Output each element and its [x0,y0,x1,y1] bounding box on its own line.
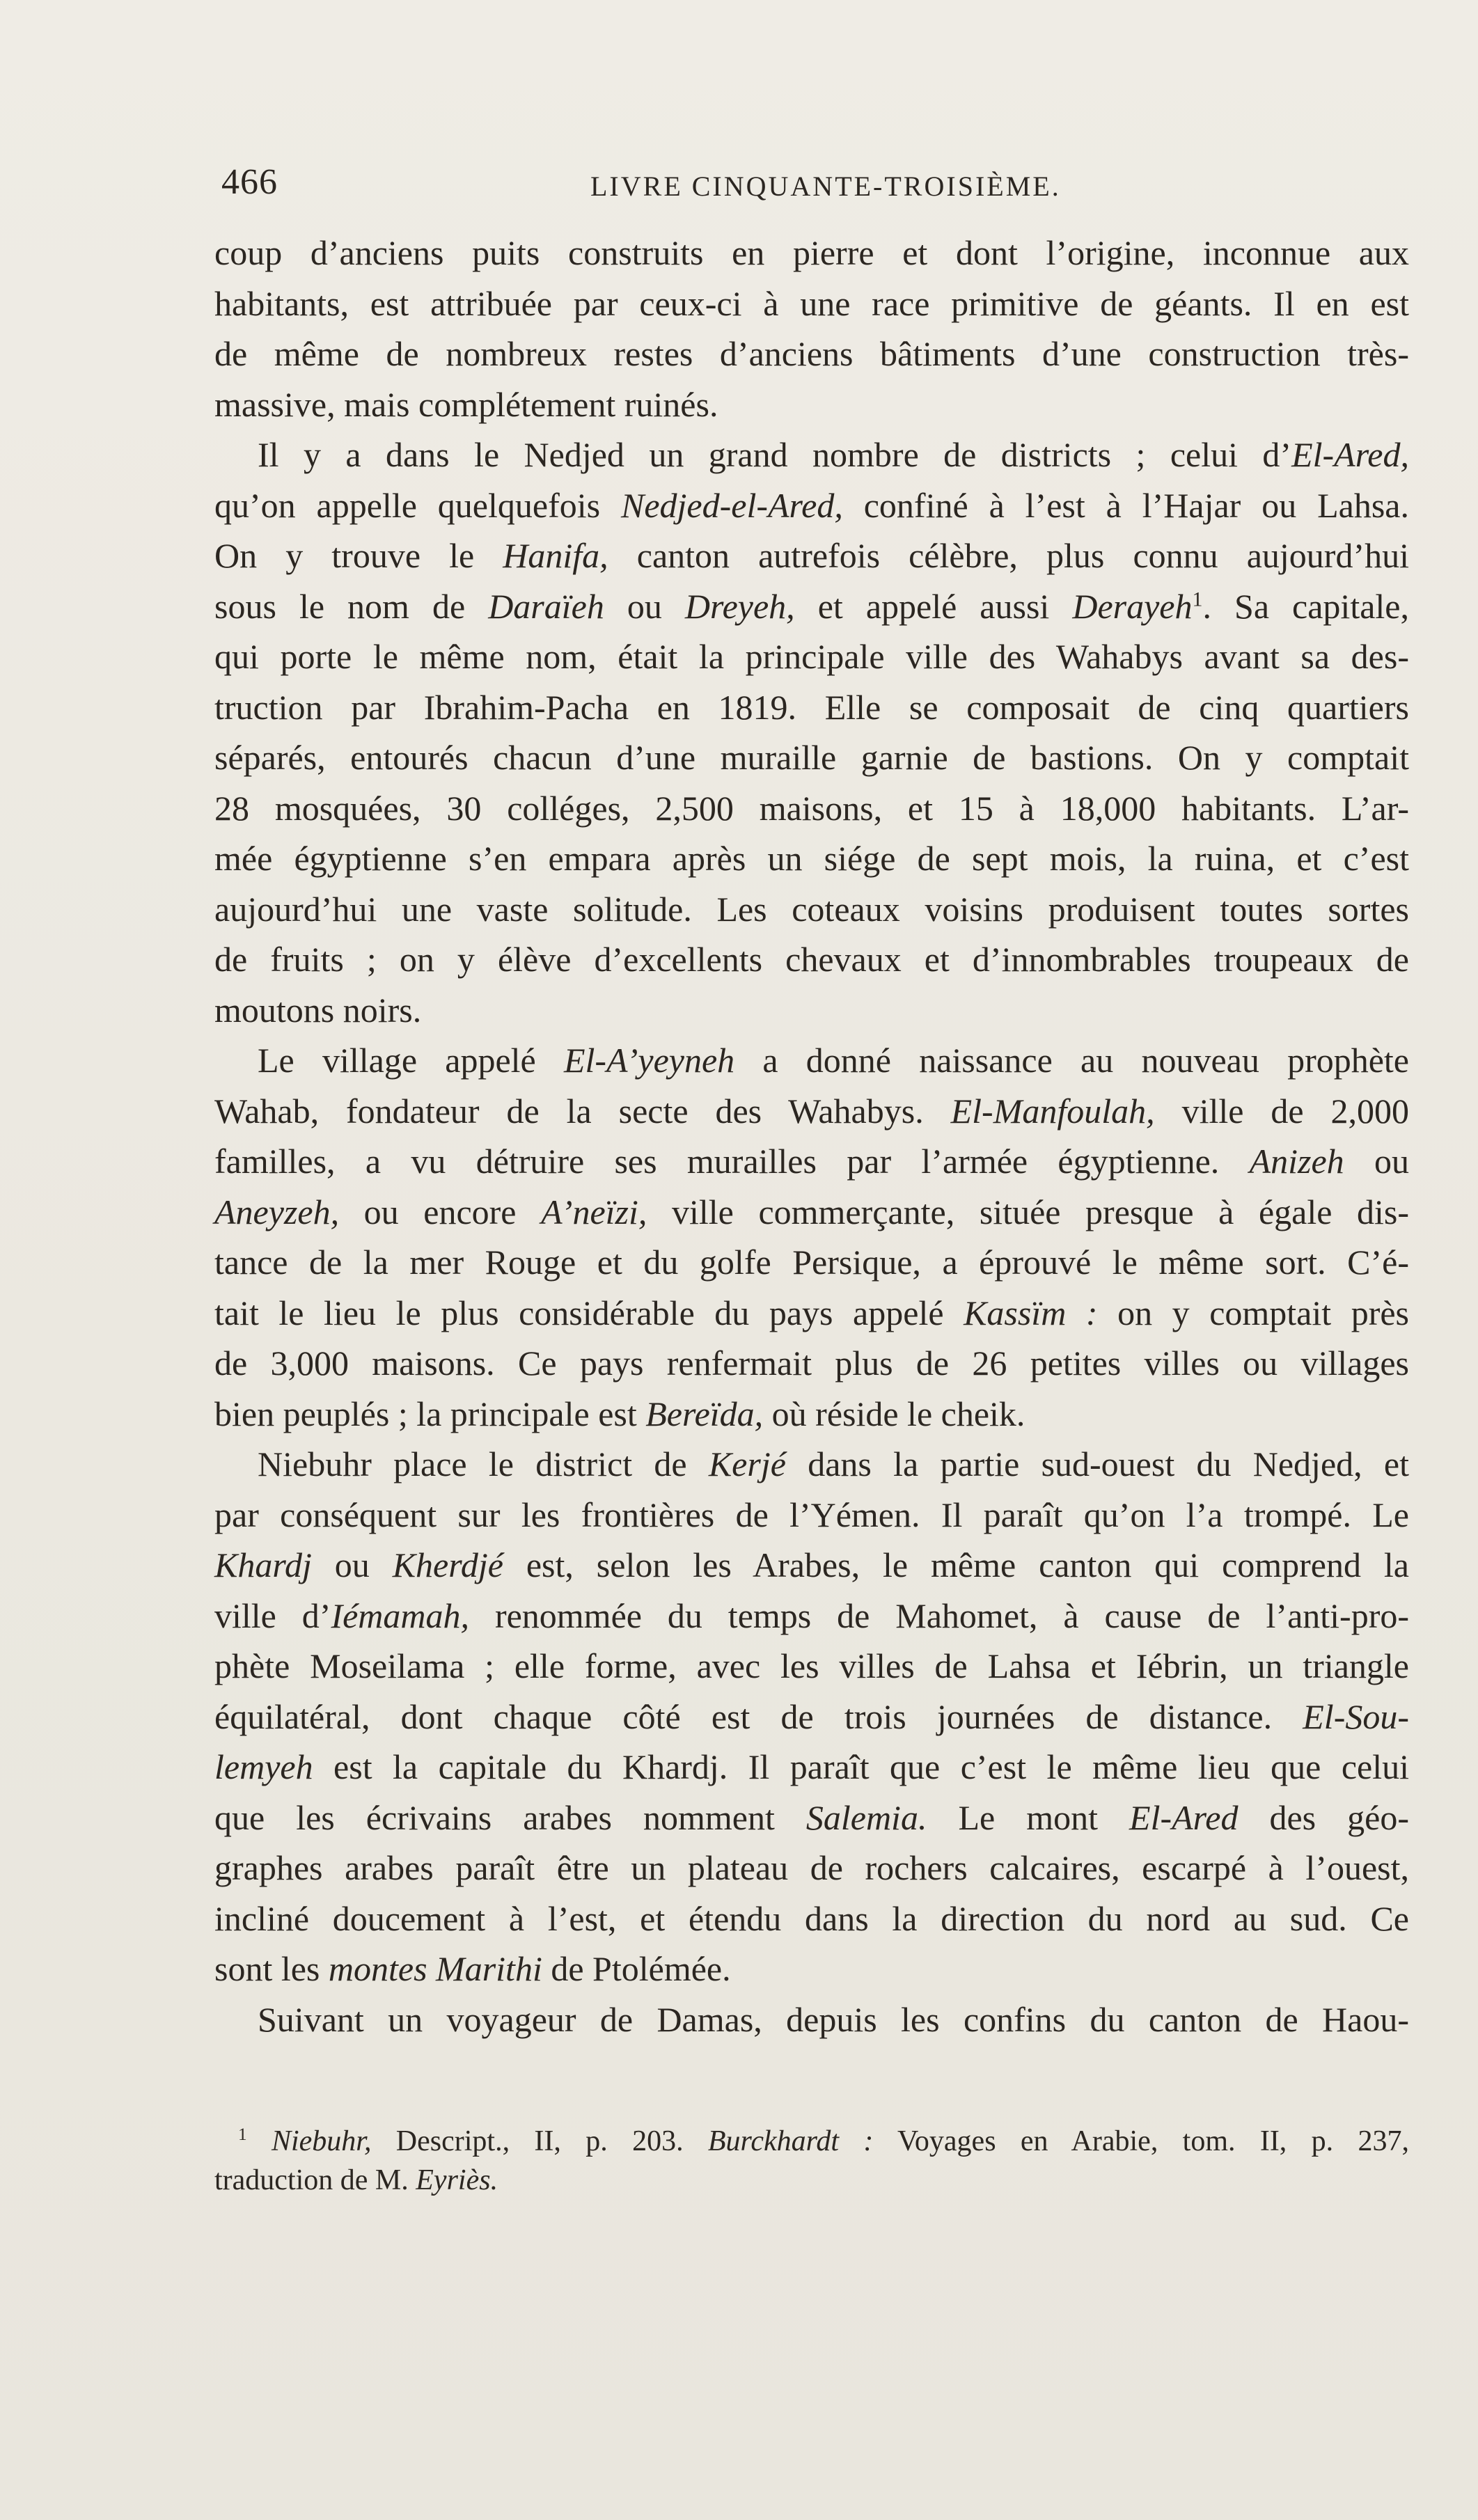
text-line: On y trouve le Hanifa, canton autrefois célèbre, plus connu aujourd’hui [214,536,1409,575]
italic-term: Eyriès. [416,2164,498,2196]
italic-term: Kherdjé [392,1545,503,1584]
text-line: 28 mosquées, 30 colléges, 2,500 maisons, et 15 à 18,000 habitants. L’ar- [214,788,1409,828]
italic-term: Iémamah, [331,1596,470,1635]
text-line: sous le nom de Daraïeh ou Dreyeh, et appelé aussi Derayeh$^1$. Sa capitale, [214,586,1409,626]
italic-term: Anizeh [1249,1142,1344,1181]
italic-term: montes Marithi [328,1949,542,1988]
italic-term: Bereïda, [645,1394,764,1433]
text-line: truction par Ibrahim-Pacha en 1819. Elle se composait de cinq quartiers [214,687,1409,727]
text-line: moutons noirs. [214,990,422,1030]
page-header [221,162,1405,210]
italic-term: Nedjed-el-Ared, [620,485,843,525]
text-line: que les écrivains arabes nomment Salemia. Le mont El-Ared des géo- [214,1797,1409,1837]
italic-term: Burckhardt : [707,2125,874,2157]
footnote-line: $^1$ Niebuhr, Descript., II, p. 203. Burckhardt : Voyages en Arabie, tom. II, p. 237, [238,2125,1409,2157]
italic-term: Khardj [214,1545,312,1584]
text-line: de fruits ; on y élève d’excellents chevaux et d’innombrables troupeaux de [214,940,1409,979]
italic-term: El-A’yeyneh [563,1041,735,1080]
body-text [214,228,1409,2045]
italic-term: El-Ared [1129,1797,1239,1837]
text-line: Khardj ou Kherdjé est, selon les Arabes, le même canton qui comprend la [214,1545,1410,1584]
text-line: équilatéral, dont chaque côté est de trois journées de distance. El-Sou- [214,1696,1409,1736]
italic-term: Niebuhr, [271,2125,372,2157]
italic-term: Aneyzeh, [214,1192,340,1231]
running-head: LIVRE CINQUANTE-TROISIÈME. [590,171,1061,202]
text-line: bien peuplés ; la principale est Bereïda, où réside le cheik. [214,1394,1025,1433]
text-line: sont les montes Marithi de Ptolémée. [214,1949,731,1988]
italic-term: El-Ared, [1291,435,1409,474]
italic-term: Kassïm : [964,1293,1098,1332]
text-line: par conséquent sur les frontières de l’Yémen. Il paraît qu’on l’a trompé. Le [214,1495,1409,1534]
text-line: tance de la mer Rouge et du golfe Persique, a éprouvé le même sort. C’é- [214,1243,1409,1282]
italic-term: Salemia. [805,1797,927,1837]
text-line: Suivant un voyageur de Damas, depuis les confins du canton de Haou- [258,1999,1409,2039]
text-line: Aneyzeh, ou encore A’neïzi, ville commerçante, située presque à égale dis- [214,1192,1410,1231]
text-line: phète Moseilama ; elle forme, avec les villes de Lahsa et Iébrin, un triangle [214,1646,1409,1685]
text-line: habitants, est attribuée par ceux-ci à une race primitive de géants. Il en est [214,283,1409,323]
italic-term: Hanifa, [503,536,608,575]
text-line: Niebuhr place le district de Kerjé dans la partie sud-ouest du Nedjed, et [258,1444,1409,1483]
text-line: ville d’Iémamah, renommée du temps de Mahomet, à cause de l’anti-pro- [214,1596,1409,1635]
text-line: incliné doucement à l’est, et étendu dans la direction du nord au sud. Ce [214,1898,1409,1938]
italic-term: lemyeh [214,1747,313,1786]
italic-term: Kerjé [708,1444,786,1483]
text-line: graphes arabes paraît être un plateau de rochers calcaires, escarpé à l’ouest, [214,1848,1409,1887]
text-line: aujourd’hui une vaste solitude. Les coteaux voisins produisent toutes sortes [214,889,1409,929]
footnote-marker: 1 [238,2125,247,2144]
page-number: 466 [221,162,278,202]
text-line: séparés, entourés chacun d’une muraille garnie de bastions. On y comptait [214,738,1409,777]
footnote [214,2122,1409,2200]
footnote-line: traduction de M. Eyriès. [214,2164,498,2196]
italic-term: A’neïzi, [541,1192,647,1231]
text-line: Le village appelé El-A’yeyneh a donné naissance au nouveau prophète [258,1041,1409,1080]
text-line: tait le lieu le plus considérable du pays appelé Kassïm : on y comptait près [214,1293,1409,1332]
text-line: Il y a dans le Nedjed un grand nombre de districts ; celui d’El-Ared, [258,435,1409,474]
text-line: familles, a vu détruire ses murailles par l’armée égyptienne. Anizeh ou [214,1142,1410,1181]
text-line: lemyeh est la capitale du Khardj. Il paraît que c’est le même lieu que celui [214,1747,1409,1786]
italic-term: El-Sou- [1303,1696,1409,1736]
italic-term: Derayeh [1072,586,1193,626]
text-line: de même de nombreux restes d’anciens bâtiments d’une construction très- [214,334,1409,373]
italic-term: Daraïeh [488,586,604,626]
text-line: mée égyptienne s’en empara après un siége de sept mois, la ruina, et c’est [214,839,1409,878]
italic-term: El-Manfoulah, [950,1091,1155,1131]
text-line: massive, mais complétement ruinés. [214,384,718,424]
italic-term: Dreyeh, [684,586,795,626]
text-line: coup d’anciens puits construits en pierre et dont l’origine, inconnue aux [214,233,1409,272]
text-line: de 3,000 maisons. Ce pays renfermait plus de 26 petites villes ou villages [214,1344,1409,1383]
text-line: qu’on appelle quelquefois Nedjed-el-Ared, confiné à l’est à l’Hajar ou Lahsa. [214,485,1409,525]
footnote-marker: 1 [1192,587,1203,611]
text-line: qui porte le même nom, était la principale ville des Wahabys avant sa des- [214,637,1409,676]
text-line: Wahab, fondateur de la secte des Wahabys. El-Manfoulah, ville de 2,000 [214,1091,1409,1131]
